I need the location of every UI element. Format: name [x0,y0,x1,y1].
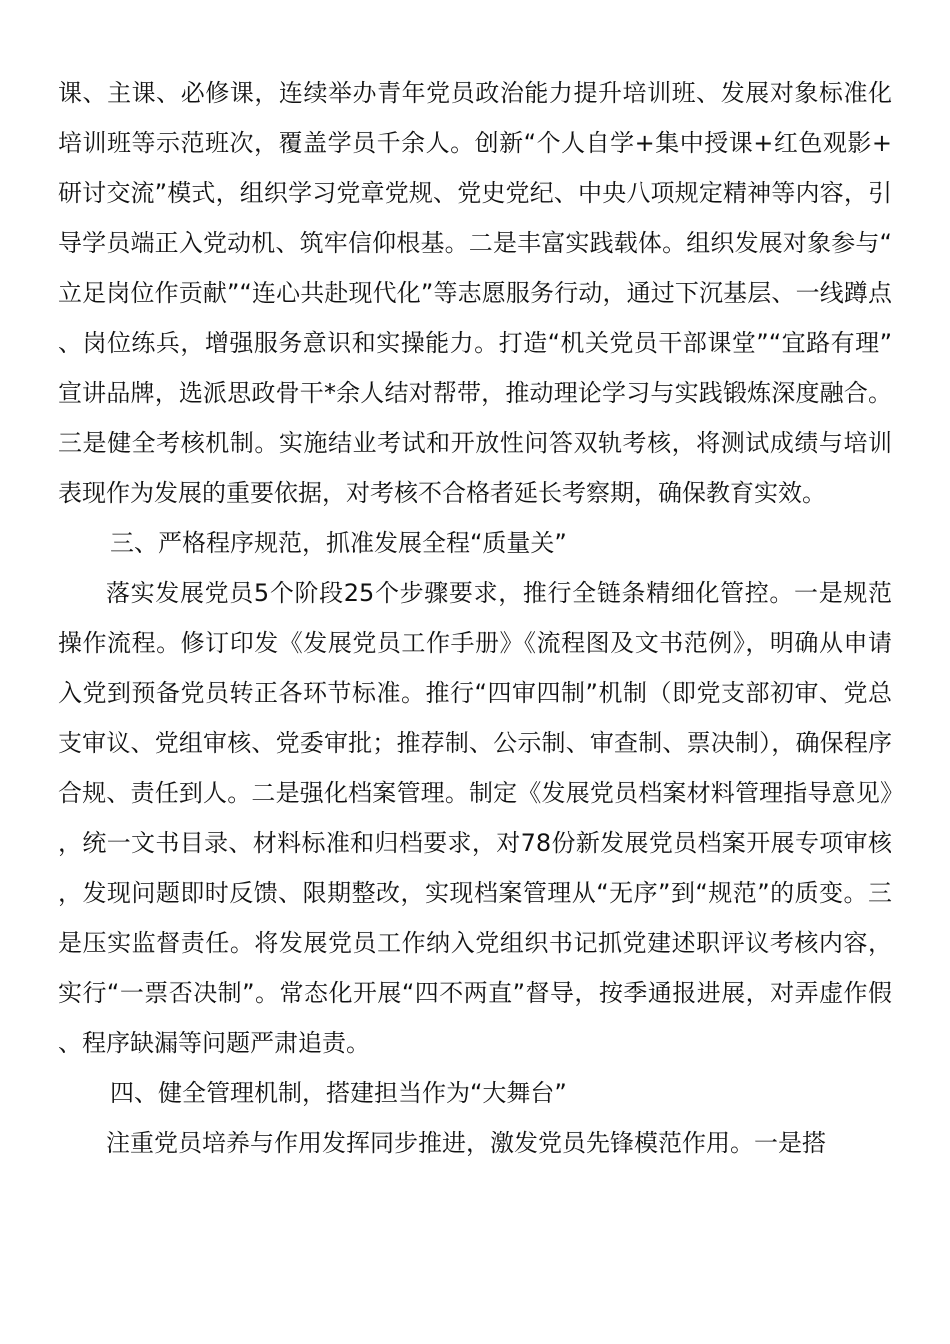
paragraph-section-4-body: 注重党员培养与作用发挥同步推进，激发党员先锋模范作用。一是搭 [106,1129,826,1157]
paragraph-section-3-body: 落实发展党员5个阶段25个步骤要求，推行全链条精细化管控。一是规范操作流程。修订印发《发展党员工作手册》《流程图及文书范例》，明确从申请入党到预备党员转正各环节标准。推行“四审四制”机制（即党支部初审、党总支审议、党组审核、党委审批；推荐制、公示制、审查制、票决制），确保程序合规、责任到人。二是强化档案管理。制定《发展党员档案材料管理指导意见》，统一文书目录、材料标准和归档要求，对78份新发展党员档案开展专项审核，发现问题即时反馈、限期整改，实现档案管理从“无序”到“规范”的质变。三是压实监督责任。将发展党员工作纳入党组织书记抓党建述职评议考核内容，实行“一票否决制”。常态化开展“四不两直”督导，按季通报进展，对弄虚作假、程序缺漏等问题严肃追责。 [58,579,892,1057]
section-heading-3: 三、严格程序规范，抓准发展全程“质量关” [110,529,567,557]
paragraph-continuation: 课、主课、必修课，连续举办青年党员政治能力提升培训班、发展对象标准化培训班等示范班次，覆盖学员千余人。创新“个人自学+集中授课+红色观影+研讨交流”模式，组织学习党章党规、党史党纪、中央八项规定精神等内容，引导学员端正入党动机、筑牢信仰根基。二是丰富实践载体。组织发展对象参与“立足岗位作贡献”“连心共赴现代化”等志愿服务行动，通过下沉基层、一线蹲点、岗位练兵，增强服务意识和实操能力。打造“机关党员干部课堂”“宜路有理”宣讲品牌，选派思政骨干*余人结对帮带，推动理论学习与实践锻炼深度融合。三是健全考核机制。实施结业考试和开放性问答双轨考核，将测试成绩与培训表现作为发展的重要依据，对考核不合格者延长考察期，确保教育实效。 [58,79,892,507]
document-page [58,68,892,1168]
section-heading-4: 四、健全管理机制，搭建担当作为“大舞台” [110,1079,567,1107]
